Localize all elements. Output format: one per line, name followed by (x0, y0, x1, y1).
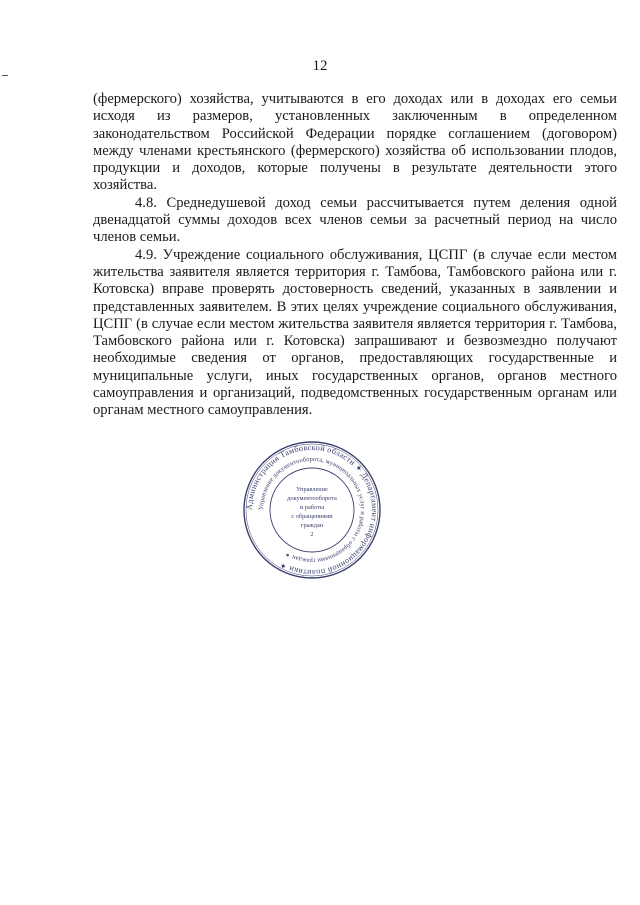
paragraph-4-8: 4.8. Среднедушевой доход семьи рассчитывается путем деления одной двенадцатой суммы доходов всех членов семьи за расчетный период на число членов семьи. (93, 194, 617, 246)
body-text (93, 91, 617, 420)
svg-text:2: 2 (310, 531, 314, 538)
svg-text:и работы: и работы (299, 504, 325, 511)
seal-outer-text: Администрация Тамбовской области ✦ Департамент информационной политики ✦ (244, 442, 380, 578)
paragraph-continuation: (фермерского) хозяйства, учитываются в его доходах или в доходах его семьи исходя из размеров, установленных заключенным в определенном законодательством Российской Федерации порядке соглашением (договором) между членами крестьянского (фермерского) хозяйства об использовании плодов, продукции и доходов, которые получены в результате деятельности этого хозяйства. (93, 91, 617, 194)
svg-text:с обращениями: с обращениями (291, 513, 333, 520)
page-number: 12 (312, 58, 328, 74)
seal-inner-text: Управление документооборота, муниципальных услуг и работы с обращениями граждан ✦ (257, 455, 367, 565)
paragraph-4-9: 4.9. Учреждение социального обслуживания, ЦСПГ (в случае если местом жительства заявителя является территория г. Тамбова, Тамбовского района или г. Котовска) вправе проверять достоверность сведений, указанных в заявлении и представленных заявителем. В этих целях учреждение социального обслуживания, ЦСПГ (в случае если местом жительства заявителя является территория г. Тамбова, Тамбовского района или г. Котовска) запрашивают и безвозмездно получают необходимые сведения от органов, предоставляющих государственные и муниципальные услуги, иных государственных органов, органов местного самоуправления и организаций, подведомственных государственным органам или органам местного самоуправления. (93, 246, 617, 419)
official-seal-stamp (242, 440, 382, 580)
svg-text:документооборота: документооборота (287, 495, 337, 502)
margin-mark (2, 75, 8, 76)
svg-text:граждан: граждан (300, 522, 324, 529)
svg-text:Управление: Управление (296, 486, 328, 493)
seal-center-text (287, 486, 337, 538)
